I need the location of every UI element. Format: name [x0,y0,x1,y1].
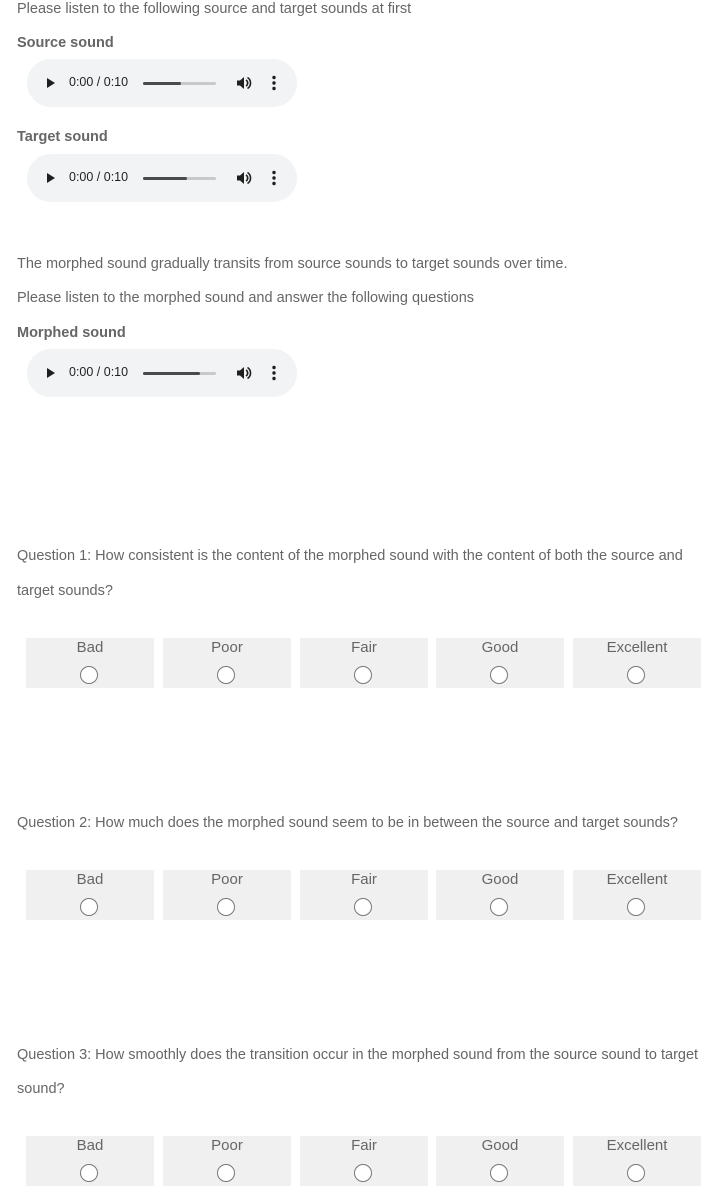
radio-button[interactable] [354,898,372,916]
rating-option-fair[interactable] [300,638,428,688]
radio-button[interactable] [490,1164,508,1182]
question-1-text-line-1: Question 1: How consistent is the content of the morphed sound with the content of both the source and [17,548,683,564]
option-label: Poor [211,871,243,888]
radio-button[interactable] [80,1164,98,1182]
rating-option-bad[interactable] [26,870,154,920]
intro-text: Please listen to the following source and target sounds at first [17,1,412,17]
play-icon[interactable] [47,173,55,183]
option-label: Excellent [606,639,668,656]
rating-option-good[interactable] [436,638,564,688]
time-display: 0:00 / 0:10 [69,170,129,184]
radio-button[interactable] [354,666,372,684]
radio-button[interactable] [627,1164,645,1182]
radio-button[interactable] [627,898,645,916]
question-1-text-line-2: target sounds? [17,583,113,599]
option-label: Excellent [606,871,668,888]
radio-button[interactable] [354,1164,372,1182]
morphed-sound-label: Morphed sound [17,325,126,341]
rating-option-excellent[interactable] [573,870,701,920]
volume-icon[interactable] [235,74,253,92]
radio-button[interactable] [217,1164,235,1182]
morphed-audio-player[interactable] [27,349,297,397]
morph-description: The morphed sound gradually transits from source sounds to target sounds over time. [17,256,568,272]
radio-button[interactable] [627,666,645,684]
progress-slider[interactable] [143,177,216,180]
option-label: Fair [351,871,377,888]
more-options-icon[interactable] [267,364,281,382]
more-options-icon[interactable] [267,169,281,187]
option-label: Good [481,871,519,888]
question-3-text-line-2: sound? [17,1081,65,1097]
rating-option-excellent[interactable] [573,1136,701,1186]
source-sound-label: Source sound [17,35,114,51]
radio-button[interactable] [490,666,508,684]
radio-button[interactable] [80,898,98,916]
rating-option-poor[interactable] [163,638,291,688]
rating-option-fair[interactable] [300,1136,428,1186]
rating-option-excellent[interactable] [573,638,701,688]
time-display: 0:00 / 0:10 [69,365,129,379]
rating-option-fair[interactable] [300,870,428,920]
rating-option-poor[interactable] [163,870,291,920]
volume-icon[interactable] [235,364,253,382]
radio-button[interactable] [80,666,98,684]
target-sound-label: Target sound [17,129,108,145]
option-label: Fair [351,639,377,656]
option-label: Poor [211,1137,243,1154]
morph-instructions: Please listen to the morphed sound and answer the following questions [17,290,475,306]
source-audio-player[interactable] [27,59,297,107]
play-icon[interactable] [47,368,55,378]
option-label: Fair [351,1137,377,1154]
option-label: Good [481,639,519,656]
radio-button[interactable] [217,898,235,916]
play-icon[interactable] [47,78,55,88]
rating-option-bad[interactable] [26,638,154,688]
option-label: Good [481,1137,519,1154]
option-label: Bad [76,1137,104,1154]
radio-button[interactable] [217,666,235,684]
option-label: Poor [211,639,243,656]
time-display: 0:00 / 0:10 [69,75,129,89]
question-3-text-line-1: Question 3: How smoothly does the transition occur in the morphed sound from the source sound to target [17,1047,699,1063]
option-label: Bad [76,871,104,888]
option-label: Excellent [606,1137,668,1154]
rating-option-poor[interactable] [163,1136,291,1186]
progress-slider[interactable] [143,82,216,85]
radio-button[interactable] [490,898,508,916]
rating-option-good[interactable] [436,1136,564,1186]
progress-slider[interactable] [143,372,216,375]
more-options-icon[interactable] [267,74,281,92]
rating-option-bad[interactable] [26,1136,154,1186]
volume-icon[interactable] [235,169,253,187]
target-audio-player[interactable] [27,154,297,202]
question-2-text: Question 2: How much does the morphed sound seem to be in between the source and target sounds? [17,815,678,831]
rating-option-good[interactable] [436,870,564,920]
option-label: Bad [76,639,104,656]
